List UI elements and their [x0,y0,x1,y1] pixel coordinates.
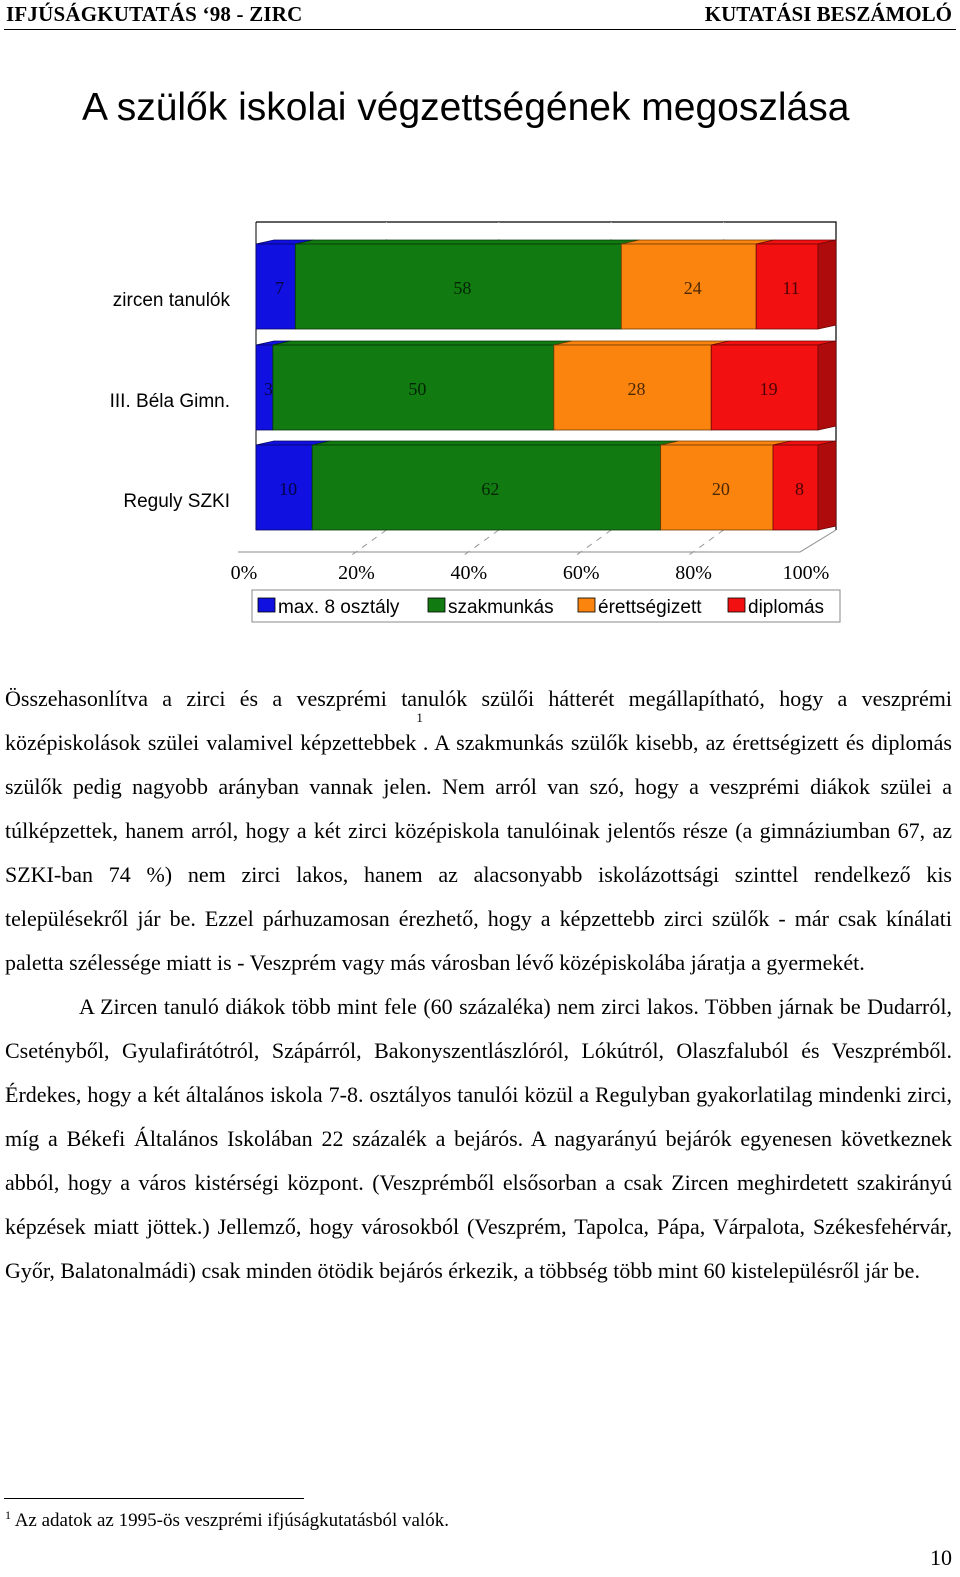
chart-x-tick-label: 20% [338,562,375,584]
chart-legend-swatch [578,598,595,612]
chart-floor-edge [238,530,836,552]
chart-data-label: 50 [408,379,427,399]
chart-bar-top-face [661,441,791,445]
stacked-bar-chart [0,200,960,630]
chart-x-tick-label: 40% [450,562,488,584]
chart-bar-segment [711,341,836,430]
chart-bar-top-face [621,240,774,244]
chart-x-tick-label: 80% [675,562,712,584]
chart-bar-side-face [818,341,836,430]
chart-bar-segment [273,341,572,430]
chart-legend-label: szakmunkás [448,597,554,618]
footnote [5,1510,449,1532]
chart-bar-segment [295,240,639,329]
chart-bar-segment [661,441,791,530]
chart-bar-segment [554,341,729,430]
chart-bar-segment [312,441,678,530]
chart-data-label: 24 [683,278,702,298]
chart-x-tick-labels [231,562,830,584]
header-rule [4,29,956,30]
footnote-rule [4,1498,304,1499]
chart-category-labels [110,290,231,512]
footnote-text: Az adatok az 1995-ös veszprémi ifjúságkutatásból valók. [14,1510,449,1531]
chart-bar-side-face [818,441,836,530]
chart-legend-swatch [428,598,445,612]
chart-category-label: zircen tanulók [112,290,230,311]
chart-bar-segment [773,441,836,530]
chart-data-label: 62 [481,479,500,499]
chart-data-label: 8 [795,479,805,499]
chart-bar-segment [756,240,836,329]
paragraph-1-text-a: Összehasonlítva a zirci és a veszprémi tanulók szülői hátterét megállapítható, hogy a veszprémi középiskolások szülei valamivel képzettebbek [5,686,952,755]
running-header-right: KUTATÁSI BESZÁMOLÓ [704,2,952,26]
chart-x-tick-label: 0% [230,562,258,584]
chart-bar-top-face [273,341,572,345]
chart-data-label: 28 [627,379,646,399]
chart-x-tick-label: 100% [782,562,830,584]
chart-legend-label: diplomás [748,597,825,618]
chart-legend [252,590,840,622]
footnote-reference: 1 [416,710,423,725]
chart-legend-swatch [258,598,275,612]
running-header-left: IFJÚSÁGKUTATÁS ‘98 - ZIRC [6,2,303,26]
chart-data-label: 10 [279,479,298,499]
chart-data-label: 3 [263,379,273,399]
chart-legend-label: max. 8 osztály [278,597,400,618]
chart-data-label: 7 [275,278,285,298]
chart-data-label: 20 [711,479,730,499]
chart-bar-top-face [711,341,836,345]
chart-x-tick-label: 60% [562,562,600,584]
running-header [0,0,960,32]
paragraph-1-text-b: . A szakmunkás szülők kisebb, az érettségizett és diplomás szülők pedig nagyobb arányban vannak jelen. Nem arról van szó, hogy a veszprémi diákok szülei a túlképzettek, hanem arról, hogy a két zirci középiskola tanulóinak jelentős része (a gimnáziumban 67, az SZKI-ban 74 %) nem zirci lakos, hanem az alacsonyabb iskolázottsági szinttel rendelkező kis településekről jár be. Ezzel párhuzamosan érezhető, hogy a képzettebb zirci szülők - már csak kínálati paletta szélessége miatt is - Veszprém vagy más városban lévő középiskolába járatja a gyermekét. [5,730,952,975]
chart-legend-swatch [728,598,745,612]
chart-bar-side-face [818,240,836,329]
chart-data-label: 11 [782,278,800,298]
body-text [5,677,952,1293]
chart-bars [256,240,836,530]
chart-category-label: III. Béla Gimn. [109,391,230,412]
chart-bar-top-face [312,441,678,445]
chart-bar-top-face [554,341,729,345]
chart-data-label: 58 [453,278,472,298]
paragraph-1 [5,677,952,985]
chart-bar-top-face [295,240,639,244]
chart-bar-segment [621,240,774,329]
chart-category-label: Reguly SZKI [123,491,230,512]
chart-data-label: 19 [759,379,778,399]
chart-legend-label: érettségizett [598,597,702,618]
figure-title: A szülők iskolai végzettségének megoszlása [82,86,850,129]
paragraph-2: A Zircen tanuló diákok több mint fele (60 százaléka) nem zirci lakos. Többen járnak be Dudarról, Csetényből, Gyulafirátótról, Szápárról, Bakonyszentlászlóról, Lókútról, Olaszfaluból és Veszprémből. Érdekes, hogy a két általános iskola 7-8. osztályos tanulói közül a Regulyban gyakorlatilag mindenki zirci, míg a Békefi Általános Iskolában 22 százalék a bejárós. A nagyarányú bejárók egyenesen következnek abból, hogy a város kistérségi központ. (Veszprémből elsősorban a csak Zircen meghirdetett szakirányú képzések miatt jöttek.) Jellemző, hogy városokból (Veszprém, Tapolca, Pápa, Várpalota, Székesfehérvár, Győr, Balatonalmádi) csak minden ötödik bejárós érkezik, a többség több mint 60 kistelepülésről jár be. [5,994,952,1283]
footnote-mark: 1 [5,1508,11,1522]
page-number: 10 [930,1545,952,1570]
